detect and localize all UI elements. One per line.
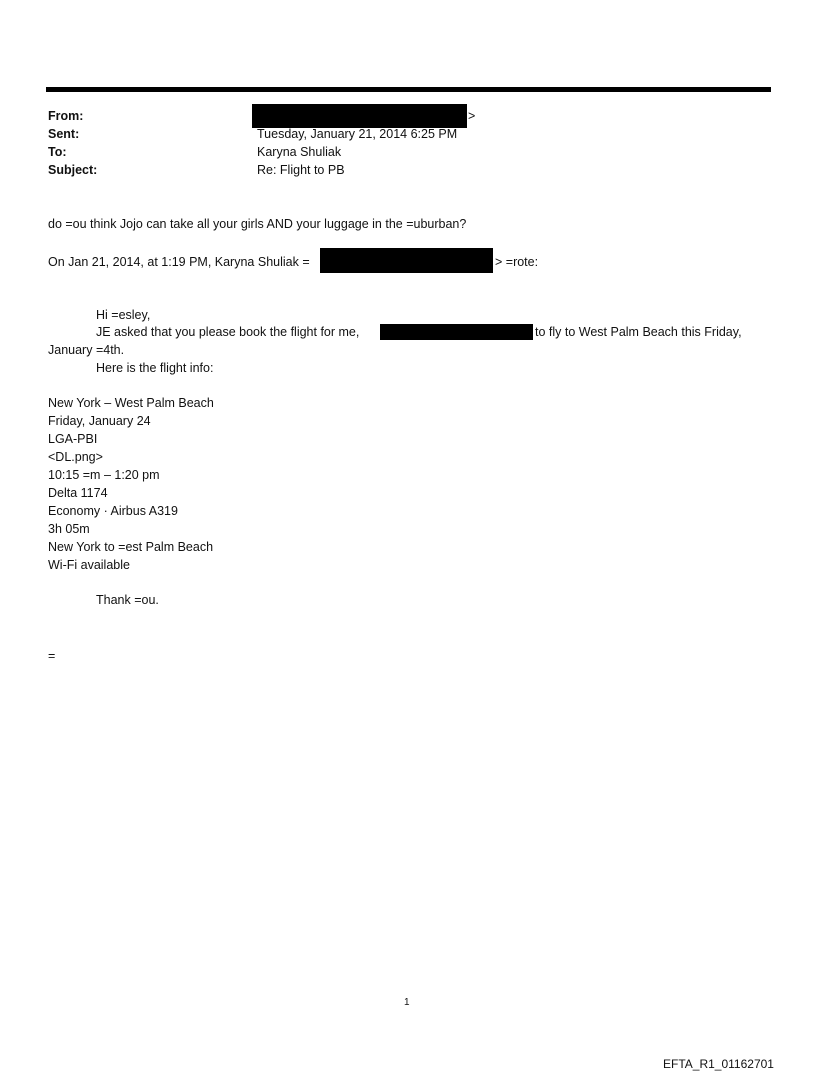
document-id: EFTA_R1_01162701: [663, 1057, 774, 1071]
flight-line: <DL.png>: [48, 450, 103, 464]
reply-line: do =ou think Jojo can take all your girls AND your luggage in the =uburban?: [48, 217, 467, 231]
quote-intro-prefix: On Jan 21, 2014, at 1:19 PM, Karyna Shuliak =: [48, 255, 310, 269]
thanks-line: Thank =ou.: [96, 593, 159, 607]
subject-value: Re: Flight to PB: [257, 163, 345, 177]
request-prefix: JE asked that you please book the flight for me,: [96, 325, 360, 339]
greeting: Hi =esley,: [96, 308, 151, 322]
page-number: 1: [404, 997, 410, 1008]
quote-intro-suffix: > =rote:: [495, 255, 539, 269]
redaction-from: [252, 104, 467, 128]
request-suffix: to fly to West Palm Beach this Friday,: [535, 325, 742, 339]
flight-line: 3h 05m: [48, 522, 90, 536]
subject-label: Subject:: [48, 163, 98, 177]
from-suffix: >: [468, 109, 476, 123]
flight-line: Friday, January 24: [48, 414, 151, 428]
flight-line: LGA-PBI: [48, 432, 98, 446]
to-label: To:: [48, 145, 67, 159]
redaction-email: [320, 248, 493, 273]
sent-label: Sent:: [48, 127, 80, 141]
request-cont: January =4th.: [48, 343, 125, 357]
header-rule: [46, 87, 771, 92]
flight-line: Delta 1174: [48, 486, 108, 500]
flight-line: New York to =est Palm Beach: [48, 540, 214, 554]
flight-line: Wi-Fi available: [48, 558, 130, 572]
flight-line: New York – West Palm Beach: [48, 396, 214, 410]
trailing-char: =: [48, 649, 56, 663]
flight-line: 10:15 =m – 1:20 pm: [48, 468, 160, 482]
from-label: From:: [48, 109, 84, 123]
sent-value: Tuesday, January 21, 2014 6:25 PM: [257, 127, 458, 141]
flight-info-intro: Here is the flight info:: [96, 361, 214, 375]
flight-line: Economy · Airbus A319: [48, 504, 178, 518]
to-value: Karyna Shuliak: [257, 145, 342, 159]
redaction-name: [380, 324, 533, 340]
